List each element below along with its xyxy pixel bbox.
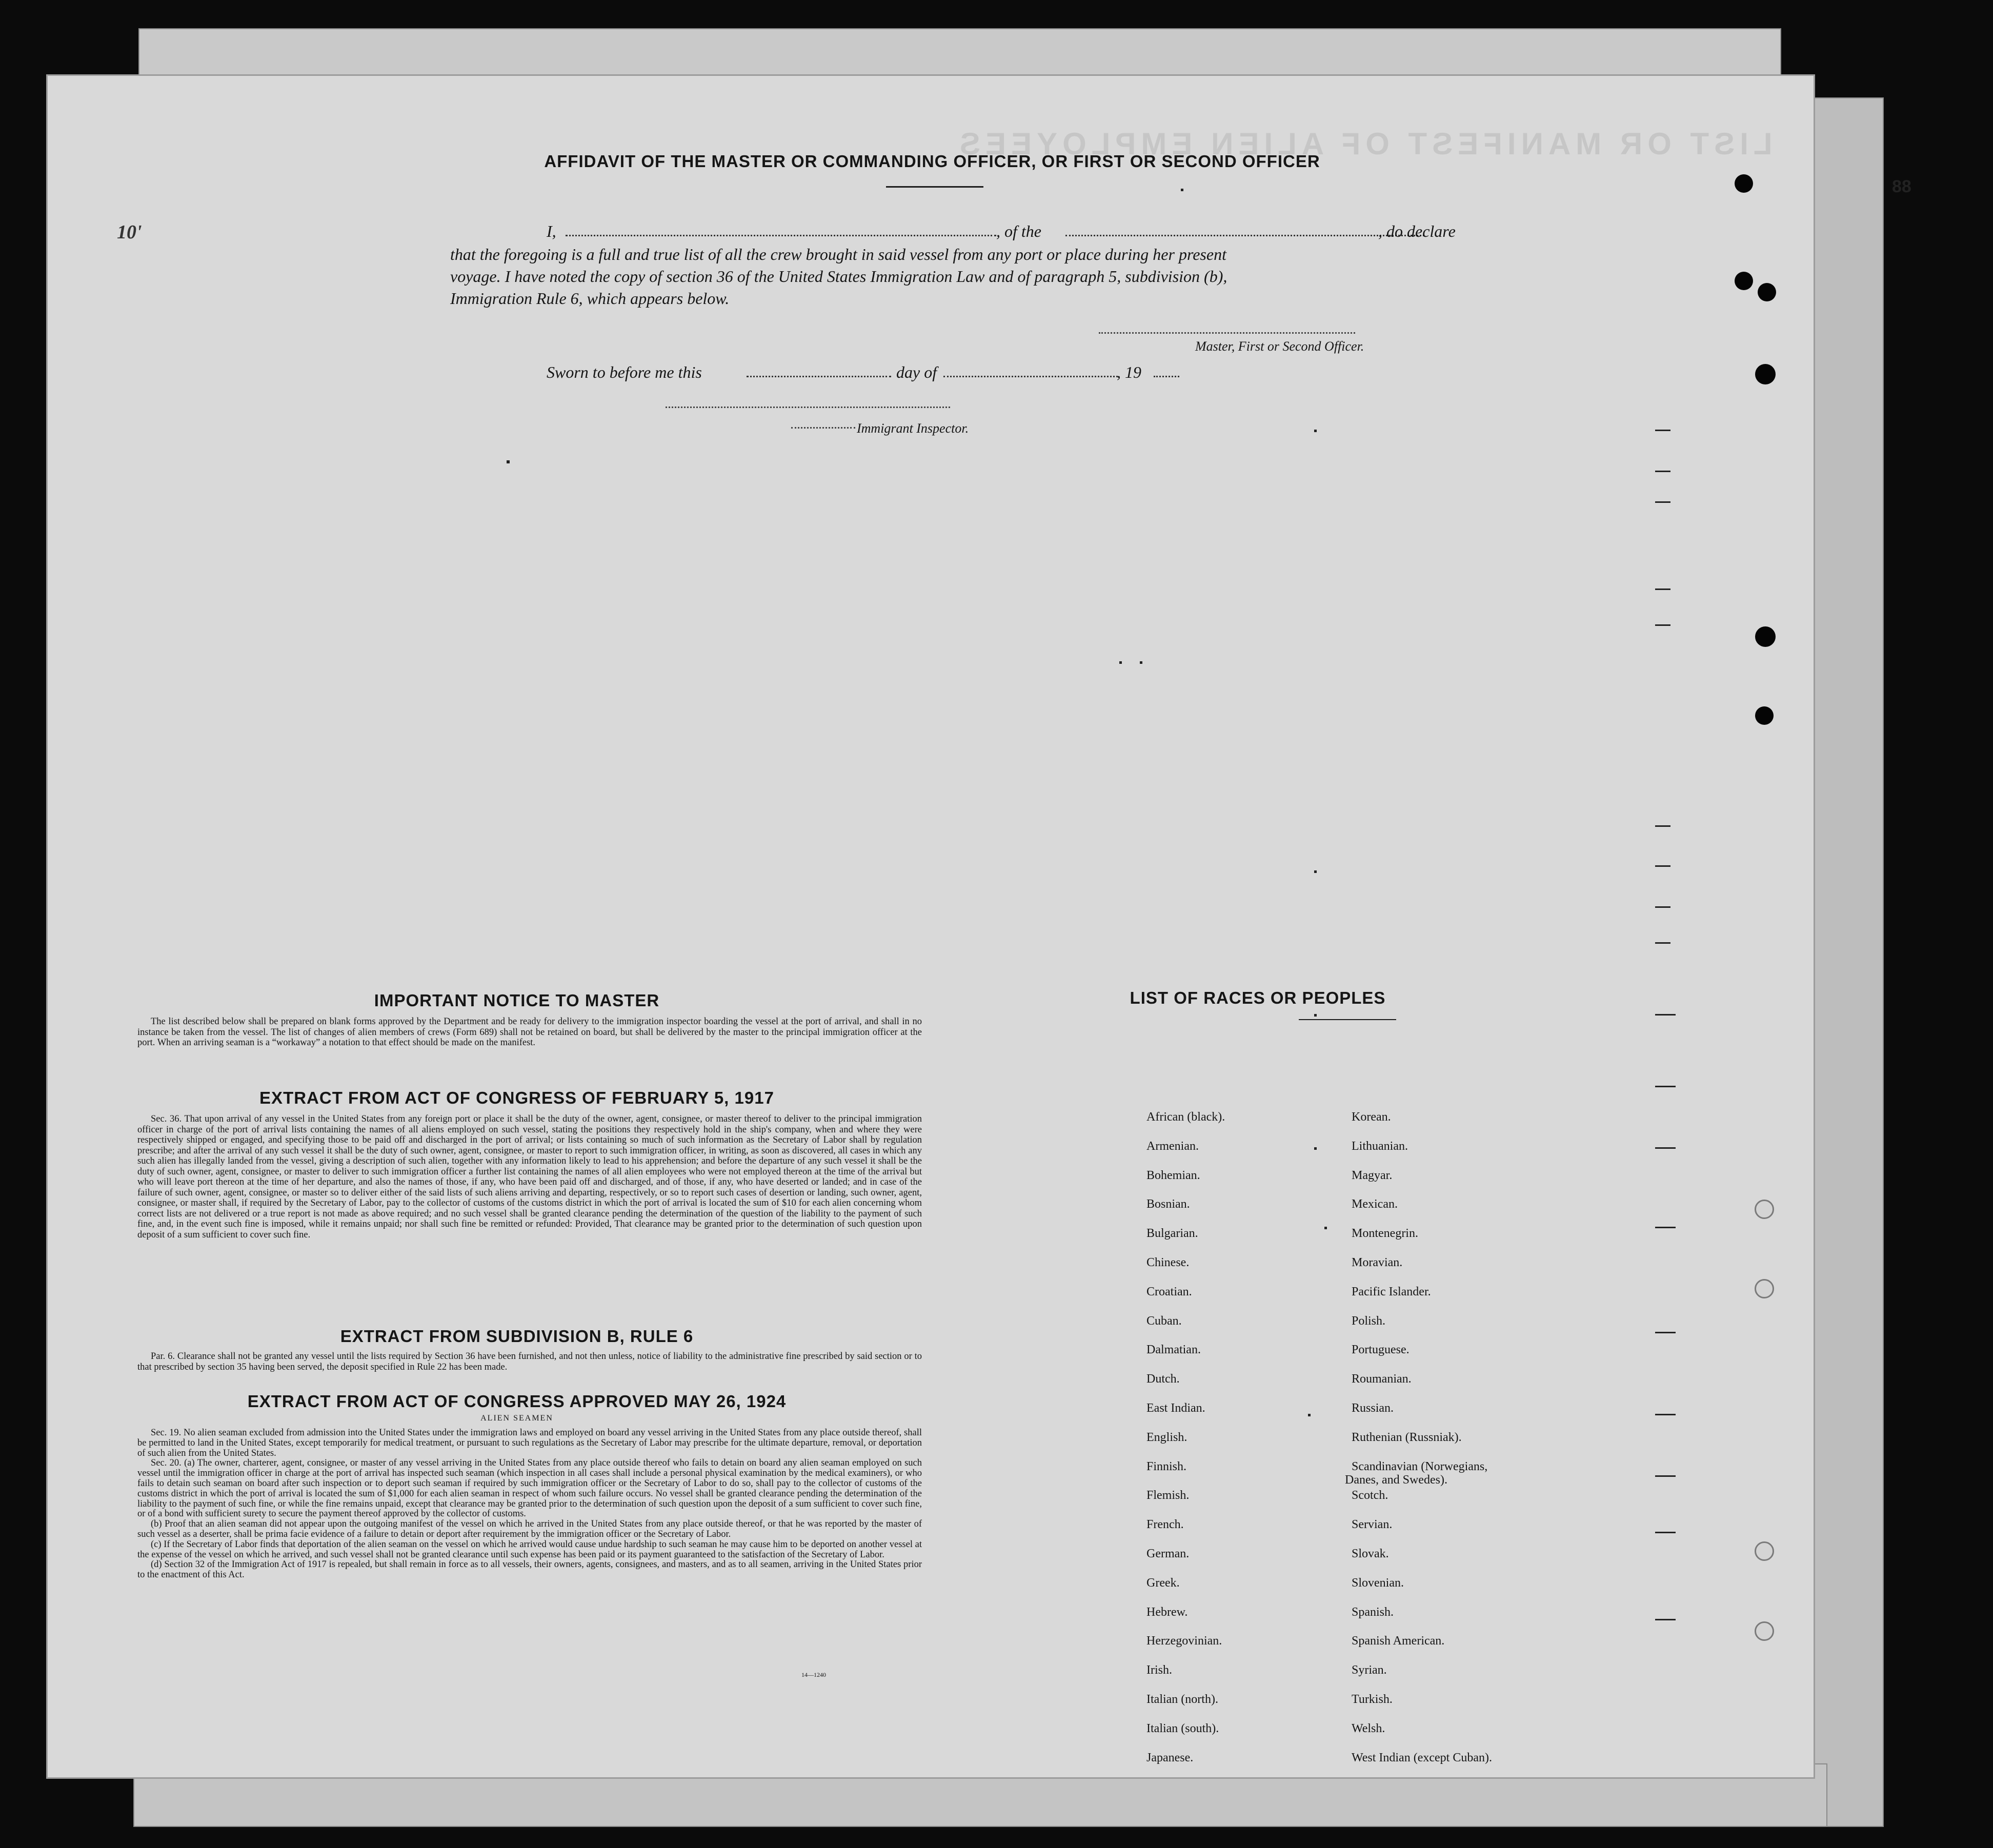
speck bbox=[1324, 1227, 1327, 1229]
notice-title: IMPORTANT NOTICE TO MASTER bbox=[374, 991, 660, 1010]
speck bbox=[1140, 661, 1142, 664]
punch-hole bbox=[1735, 174, 1753, 193]
inspector-signature-line[interactable] bbox=[666, 407, 950, 408]
race-item: French. bbox=[1146, 1518, 1184, 1532]
punch-hole bbox=[1755, 1541, 1774, 1561]
punch-hole bbox=[1755, 364, 1776, 384]
year-prefix: , 19 bbox=[1117, 363, 1141, 381]
inspector-signature-subline bbox=[791, 427, 855, 429]
sworn-before-label: Sworn to before me this bbox=[547, 363, 702, 381]
race-item: Slovak. bbox=[1352, 1547, 1389, 1560]
race-item: Bohemian. bbox=[1146, 1168, 1200, 1182]
punch-hole bbox=[1758, 283, 1776, 301]
alien-seamen-subtitle: ALIEN SEAMEN bbox=[480, 1414, 553, 1423]
form-page bbox=[46, 74, 1815, 1779]
race-item: Servian. bbox=[1352, 1518, 1393, 1532]
speck bbox=[1308, 1414, 1311, 1416]
section-36-paragraph: Sec. 36. That upon arrival of any vessel in the United States from any foreign port or place it shall be the duty of the owner, agent, consignee, or master thereof to deliver to the principal immigration officer in charge of the port of arrival lists containing the names of all aliens employed on such vessel, stating the positions they respectively hold in the ship's company, when and where they were respectively shipped or engaged, and specifying those to be paid off and discharged in the port of arrival; or lists containing so much of such information as the Secretary of Labor shall by regulation prescribe; and after the arrival of any such vessel it shall be the duty of such owner, agent, consignee, or master to report to such immigration officer, in writing, as soon as discovered, all cases in which any such alien has illegally landed from the vessel, giving a description of such alien, together with any information likely to lead to his apprehension; and before the departure of any such vessel it shall be the duty of such owner, agent, consignee, or master to deliver to such immigration officer a further list containing the names of all alien employees who were not employed thereon at the time of the arrival but who will leave port thereon at the time of her departure, and also the names of those, if any, who have been paid off and discharged, and of those, if any, who have deserted or landed; and in case of the failure of such owner, agent, consignee, or master so to deliver either of the said lists of such aliens arriving and departing, respectively, or so to report such cases of desertion or landing, such owner, agent, consignee, or master shall, if required by the Secretary of Labor, pay to the collector of customs of the customs district in which the port of arrival is located the sum of $10 for each alien concerning whom correct lists are not delivered or a true report is not made as above required; and no such vessel shall be granted clearance pending the determination of the question of the liability to the payment of such fine, and, in the event such fine is imposed, while it remains unpaid; nor shall such fine be remitted or refunded: Provided, That clearance may be granted prior to the determination of such question upon deposit of a sum sufficient to cover such fine. bbox=[137, 1114, 922, 1240]
race-item: Montenegrin. bbox=[1352, 1227, 1418, 1241]
race-item: Hebrew. bbox=[1146, 1605, 1188, 1619]
race-item: Bulgarian. bbox=[1146, 1227, 1198, 1241]
master-signature-label: Master, First or Second Officer. bbox=[1195, 339, 1364, 354]
race-item: Cuban. bbox=[1146, 1314, 1182, 1328]
handwritten-margin-mark: 10' bbox=[117, 221, 142, 243]
race-item: German. bbox=[1146, 1547, 1190, 1560]
extract-rule6-title: EXTRACT FROM SUBDIVISION B, RULE 6 bbox=[340, 1327, 694, 1346]
affidavit-title: AFFIDAVIT OF THE MASTER OR COMMANDING OFFICER, OR FIRST OR SECOND OFFICER bbox=[544, 152, 1320, 171]
race-item: Herzegovinian. bbox=[1146, 1634, 1222, 1648]
margin-tick bbox=[1655, 906, 1670, 908]
declaration-of-the: , of the bbox=[996, 222, 1041, 240]
race-item: Chinese. bbox=[1146, 1256, 1190, 1269]
race-item: East Indian. bbox=[1146, 1402, 1205, 1415]
race-item: Greek. bbox=[1146, 1576, 1180, 1590]
extract-1924-title: EXTRACT FROM ACT OF CONGRESS APPROVED MAY 26, 1924 bbox=[247, 1392, 787, 1411]
speck bbox=[1314, 870, 1317, 873]
form-number: 14—1240 bbox=[801, 1671, 826, 1678]
speck bbox=[1314, 1147, 1317, 1150]
race-item: Magyar. bbox=[1352, 1168, 1393, 1182]
race-item: Polish. bbox=[1352, 1314, 1386, 1328]
declaration-i: I, bbox=[547, 222, 556, 240]
margin-tick bbox=[1655, 942, 1670, 944]
extract-1917-text bbox=[137, 1114, 922, 1240]
race-item: Mexican. bbox=[1352, 1197, 1398, 1211]
sworn-day-blank[interactable] bbox=[747, 372, 891, 377]
title-rule bbox=[886, 186, 983, 188]
speck bbox=[1119, 661, 1122, 664]
race-item: Italian (north). bbox=[1146, 1693, 1218, 1706]
race-item: Dalmatian. bbox=[1146, 1343, 1201, 1357]
declaration-line-3: voyage. I have noted the copy of section 36 of the United States Immigration Law and of paragraph 5, subdivision (b), bbox=[450, 267, 1227, 286]
sworn-year-blank[interactable] bbox=[1154, 372, 1179, 377]
race-item: Russian. bbox=[1352, 1402, 1394, 1415]
race-item: Finnish. bbox=[1146, 1459, 1187, 1473]
race-item: Moravian. bbox=[1352, 1256, 1403, 1269]
race-item: Portuguese. bbox=[1352, 1343, 1410, 1357]
master-signature-line[interactable] bbox=[1099, 332, 1355, 334]
bleed-through-text: LIST OR MANIFEST OF ALIEN EMPLOYEES bbox=[955, 127, 1773, 161]
sec-19-paragraph: Sec. 19. No alien seaman excluded from admission into the United States under the immigration laws and employed on board any vessel arriving in the United States from any place outside thereof, shall be permitted to land in the United States, except temporarily for medical treatment, or pursuant to such regulations as the Secretary of Labor may prescribe for the ultimate departure, removal, or deportation of such alien from the United States. bbox=[137, 1428, 922, 1458]
race-item: English. bbox=[1146, 1430, 1187, 1444]
declaration-line-4: Immigration Rule 6, which appears below. bbox=[450, 289, 730, 308]
margin-tick bbox=[1655, 1532, 1676, 1533]
margin-tick bbox=[1655, 1414, 1676, 1415]
vessel-blank[interactable] bbox=[1065, 231, 1424, 236]
speck bbox=[1181, 189, 1183, 191]
day-of-label: day of bbox=[896, 363, 937, 381]
speck bbox=[1314, 1014, 1317, 1017]
margin-tick bbox=[1655, 1619, 1676, 1620]
race-item: Syrian. bbox=[1352, 1663, 1387, 1677]
punch-hole bbox=[1755, 1279, 1774, 1298]
punch-hole bbox=[1735, 272, 1753, 290]
race-item: Turkish. bbox=[1352, 1693, 1393, 1706]
punch-hole bbox=[1755, 706, 1774, 725]
race-item: Japanese. bbox=[1146, 1751, 1194, 1764]
speck bbox=[1314, 430, 1317, 432]
race-item: Scotch. bbox=[1352, 1489, 1388, 1502]
race-item: Slovenian. bbox=[1352, 1576, 1404, 1590]
sec-20a-paragraph: Sec. 20. (a) The owner, charterer, agent, consignee, or master of any vessel arriving in the United States from any place outside thereof who fails to detain on board any alien seaman employed on such vessel until the immigration officer in charge at the port of arrival has inspected such seaman (which inspection in all cases shall include a personal physical examination by the medical examiners), or who fails to detain such seaman on board after such inspection or to deport such seaman if required by such immigration officer or the Secretary of Labor to do so, shall pay to the collector of customs of the customs district in which the port of arrival is located the sum of $1,000 for each alien seaman in respect of whom such failure occurs. No vessel shall be granted clearance pending the determination of the liability to the payment of such fine, or while the fine remains unpaid, except that clearance may be granted prior to the determination of such question upon the deposit of a sum sufficient to cover such fine, or of a bond with sufficient surety to secure the payment thereof approved by the collector of customs. bbox=[137, 1458, 922, 1519]
race-item: Lithuanian. bbox=[1352, 1139, 1408, 1153]
extract-rule6-text bbox=[137, 1351, 922, 1372]
margin-tick bbox=[1655, 430, 1670, 431]
race-item: Welsh. bbox=[1352, 1721, 1385, 1735]
page-number: 88 bbox=[1892, 177, 1911, 196]
race-item: Dutch. bbox=[1146, 1372, 1180, 1386]
margin-tick bbox=[1655, 1014, 1676, 1016]
race-item: Roumanian. bbox=[1352, 1372, 1412, 1386]
race-item: Italian (south). bbox=[1146, 1721, 1219, 1735]
notice-paragraph: The list described below shall be prepared on blank forms approved by the Department and be ready for delivery to the immigration inspector boarding the vessel at the port of arrival, and shall in no instance be taken from the vessel. The list of changes of alien members of crews (Form 689) shall not be retained on board, but shall be delivered by the master to the principal immigration officer at the port. When an arriving seaman is a “workaway” a notation to that effect should be made on the manifest. bbox=[137, 1017, 922, 1048]
race-item: Bosnian. bbox=[1146, 1197, 1190, 1211]
margin-tick bbox=[1655, 1332, 1676, 1333]
sec-20b-paragraph: (b) Proof that an alien seaman did not appear upon the outgoing manifest of the vessel on which he arrived in the United States from any place outside thereof, or that he was reported by the master of such vessel as a deserter, shall be prima facie evidence of a failure to detain or deport after requirement by the immigration officer or the Secretary of Labor. bbox=[137, 1519, 922, 1539]
race-item: African (black). bbox=[1146, 1110, 1225, 1124]
declaration-declare: , do declare bbox=[1378, 222, 1456, 240]
race-item: Irish. bbox=[1146, 1663, 1172, 1677]
punch-hole bbox=[1755, 626, 1776, 647]
race-item: Pacific Islander. bbox=[1352, 1285, 1431, 1298]
race-item: Korean. bbox=[1352, 1110, 1391, 1124]
races-title-rule bbox=[1299, 1019, 1396, 1020]
race-item: Croatian. bbox=[1146, 1285, 1192, 1298]
margin-tick bbox=[1655, 471, 1670, 472]
notice-text bbox=[137, 1017, 922, 1048]
declaration-line-2: that the foregoing is a full and true list of all the crew brought in said vessel from any port or place during her present bbox=[450, 245, 1226, 263]
race-item: Danes, and Swedes). bbox=[1345, 1473, 1447, 1487]
margin-tick bbox=[1655, 588, 1670, 590]
race-item: Armenian. bbox=[1146, 1139, 1199, 1153]
sec-20c-paragraph: (c) If the Secretary of Labor finds that deportation of the alien seaman on the vessel on which he arrived would cause undue hardship to such seaman he may cause him to be deported on another vessel at the expense of the vessel on which he arrived, and such vessel shall not be granted clearance until such expense has been paid or its payment guaranteed to the satisfaction of the Secretary of Labor. bbox=[137, 1539, 922, 1560]
inspector-label: Immigrant Inspector. bbox=[857, 421, 969, 436]
margin-tick bbox=[1655, 1227, 1676, 1228]
margin-tick bbox=[1655, 624, 1670, 626]
extract-1917-title: EXTRACT FROM ACT OF CONGRESS OF FEBRUARY 5, 1917 bbox=[259, 1088, 774, 1107]
margin-tick bbox=[1655, 1147, 1676, 1149]
par-6-paragraph: Par. 6. Clearance shall not be granted any vessel until the lists required by Section 36 have been furnished, and not then unless, notice of liability to the administrative fine prescribed by said section or to that prescribed by section 35 having been served, the deposit specified in Rule 22 has been made. bbox=[137, 1351, 922, 1372]
punch-hole bbox=[1755, 1200, 1774, 1219]
sworn-month-blank[interactable] bbox=[943, 372, 1118, 377]
race-item: Spanish American. bbox=[1352, 1634, 1445, 1648]
name-blank[interactable] bbox=[566, 231, 996, 236]
race-item: Scandinavian (Norwegians, bbox=[1352, 1459, 1488, 1473]
extract-1924-text bbox=[137, 1428, 922, 1580]
speck bbox=[507, 460, 510, 463]
races-title: LIST OF RACES OR PEOPLES bbox=[1130, 988, 1386, 1007]
margin-tick bbox=[1655, 825, 1670, 827]
race-item: Ruthenian (Russniak). bbox=[1352, 1430, 1462, 1444]
race-item: Flemish. bbox=[1146, 1489, 1190, 1502]
margin-tick bbox=[1655, 1086, 1676, 1087]
margin-tick bbox=[1655, 865, 1670, 867]
punch-hole bbox=[1755, 1621, 1774, 1641]
race-item: Spanish. bbox=[1352, 1605, 1394, 1619]
margin-tick bbox=[1655, 1475, 1676, 1477]
sec-20d-paragraph: (d) Section 32 of the Immigration Act of 1917 is repealed, but shall remain in force as to all vessels, their owners, agents, consignees, and masters, and as to all seamen, arriving in the United States prior to the enactment of this Act. bbox=[137, 1559, 922, 1580]
margin-tick bbox=[1655, 501, 1670, 503]
race-item: West Indian (except Cuban). bbox=[1352, 1751, 1492, 1764]
